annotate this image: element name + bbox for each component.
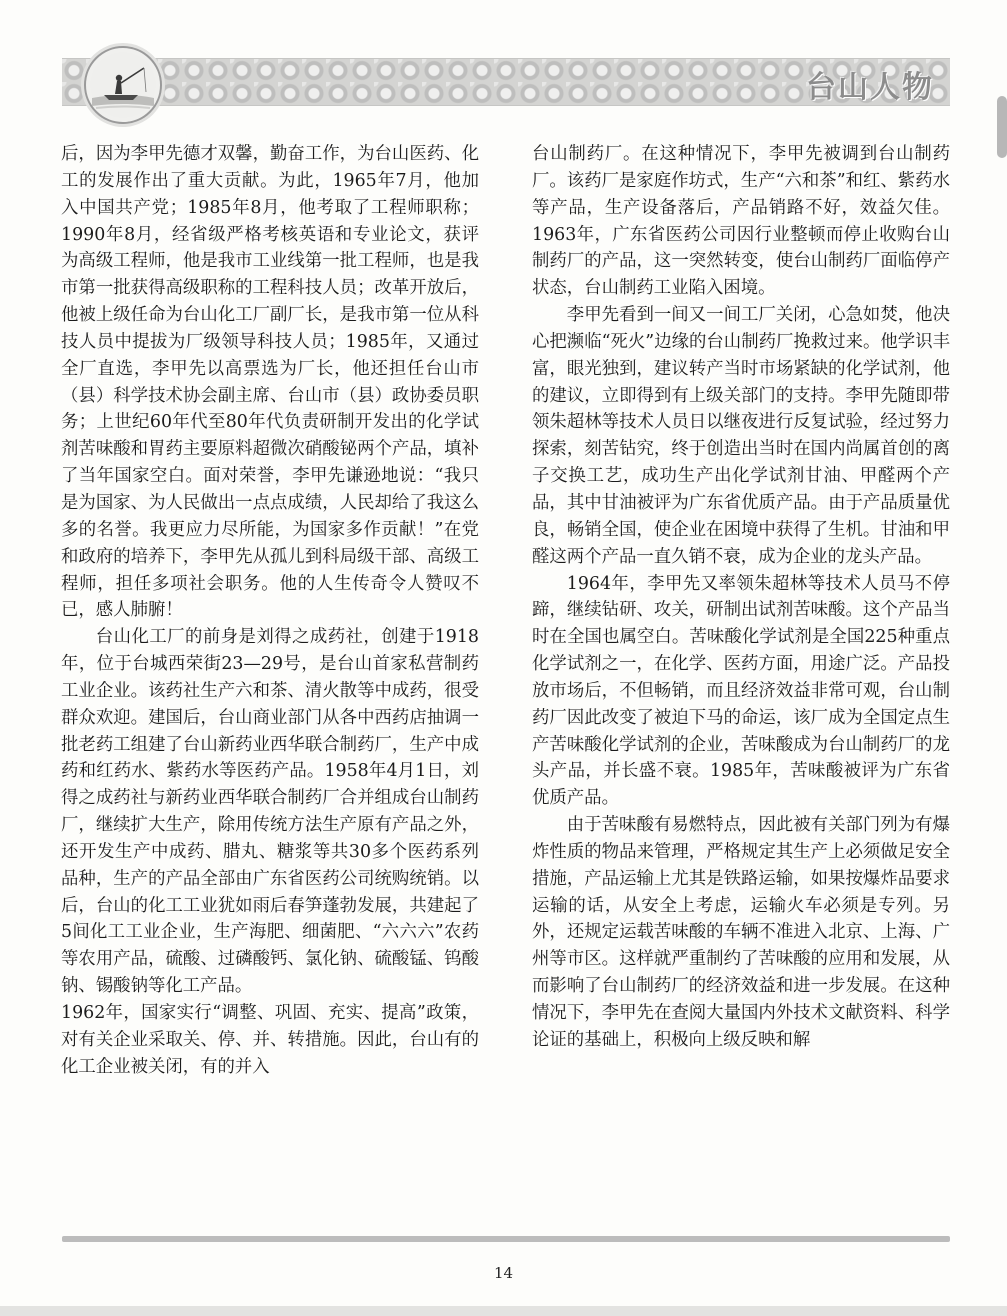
paragraph: 1964年，李甲先又率领朱超林等技术人员马不停蹄，继续钻研、攻关，研制出试剂苦味酸。这个产品当时在全国也属空白。苦味酸化学试剂是全国225种重点化学试剂之一，在化学、医药方面，用途广泛。产品投放市场后，不但畅销，而且经济效益非常可观，台山制药厂因此改变了被迫下马的命运，该厂成为全国定点生产苦味酸化学试剂的企业，苦味酸成为台山制药厂的龙头产品，并长盛不衰。1985年，苦味酸被评为广东省优质产品。 xyxy=(532,573,950,809)
fisherman-boat-icon xyxy=(84,46,162,124)
paragraph: 后，因为李甲先德才双馨，勤奋工作，为台山医药、化工的发展作出了重大贡献。为此，1965年7月，他加入中国共产党；1985年8月，他考取了工程师职称；1990年8月，经省级严格考核英语和专业论文，获评为高级工程师，他是我市工业线第一批工程师，也是我市第一批获得高级职称的工程科技人员；改革开放后，他被上级任命为台山化工厂副厂长，是我市第一位从科技人员中提拔为厂级领导科技人员；1985年，又通过全厂直选，李甲先以高票选为厂长，他还担任台山市（县）科学技术协会副主席、台山市（县）政协委员职务；上世纪60年代至80年代负责研制开发出的化学试剂苦味酸和胃药主要原料超微次硝酸铋两个产品，填补了当年国家空白。面对荣誉，李甲先谦逊地说：“我只是为国家、为人民做出一点点成绩，人民却给了我这么多的名誉。我更应力尽所能，为国家多作贡献！”在党和政府的培养下，李甲先从孤儿到科局级干部、高级工程师，担任多项社会职务。他的人生传奇令人赞叹不已，感人肺腑！ xyxy=(61,144,479,621)
scrollbar-thumb[interactable] xyxy=(997,96,1007,158)
paragraph: 李甲先看到一间又一间工厂关闭，心急如焚，他决心把濒临“死火”边缘的台山制药厂挽救过来。他学识丰富，眼光独到，建议转产当时市场紧缺的化学试剂，他的建议，立即得到有上级关部门的支持。李甲先随即带领朱超林等技术人员日以继夜进行反复试验，经过努力探索，刻苦钻究，终于创造出当时在国内尚属首创的离子交换工艺，成功生产出化学试剂甘油、甲醛两个产品，其中甘油被评为广东省优质产品。由于产品质量优良，畅销全国，使企业在困境中获得了生机。甘油和甲醛这两个产品一直久销不衰，成为企业的龙头产品。 xyxy=(532,305,950,567)
paragraph: 台山化工厂的前身是刘得之成药社，创建于1918年，位于台城西荣街23—29号，是台山首家私营制药工业企业。该药社生产六和茶、清火散等中成药，很受群众欢迎。建国后，台山商业部门从各中西药店抽调一批老药工组建了台山新药业西华联合制药厂，生产中成药和红药水、紫药水等医药产品。1958年4月1日，刘得之成药社与新药业西华联合制药厂合并组成台山制药厂，继续扩大生产，除用传统方法生产原有产品之外，还开发生产中成药、腊丸、糖浆等共30多个医药系列品种，生产的产品全部由广东省医药公司统购统销。以后，台山的化工工业犹如雨后春笋蓬勃发展，共建起了5间化工工业企业，生产海肥、细菌肥、“六六六”农药等农用产品，硫酸、过磷酸钙、氯化钠、硫酸锰、钨酸钠、锡酸钠等化工产品。 xyxy=(61,627,479,997)
page-number: 14 xyxy=(493,1264,514,1282)
header-band xyxy=(62,58,950,106)
paragraph: 台山制药厂。在这种情况下，李甲先被调到台山制药厂。该药厂是家庭作坊式，生产“六和茶”和红、紫药水等产品，生产设备落后，产品销路不好，效益欠佳。1963年，广东省医药公司因行业整顿而停止收购台山制药厂的产品，这一突然转变，使台山制药厂面临停产状态，台山制药工业陷入困境。 xyxy=(532,144,950,299)
section-title: 台山人物 xyxy=(806,70,934,105)
paragraph: 1962年，国家实行“调整、巩固、充实、提高”政策，对有关企业采取关、停、并、转措施。因此，台山有的化工企业被关闭，有的并入 xyxy=(61,1003,479,1077)
footer-rule xyxy=(62,1236,950,1242)
left-column xyxy=(61,141,479,1081)
footer-strip xyxy=(0,1306,1007,1316)
paragraph: 由于苦味酸有易燃特点，因此被有关部门列为有爆炸性质的物品来管理，严格规定其生产上必须做足安全措施，产品运输上尤其是铁路运输，如果按爆炸品要求运输的话，从安全上考虑，运输火车必须是专列。另外，还规定运载苦味酸的车辆不准进入北京、上海、广州等市区。这样就严重制约了苦味酸的应用和发展，从而影响了台山制药厂的经济效益和进一步发展。在这种情况下，李甲先在查阅大量国内外技术文献资料、科学论证的基础上，积极向上级反映和解 xyxy=(532,815,950,1050)
right-column xyxy=(532,141,950,1054)
